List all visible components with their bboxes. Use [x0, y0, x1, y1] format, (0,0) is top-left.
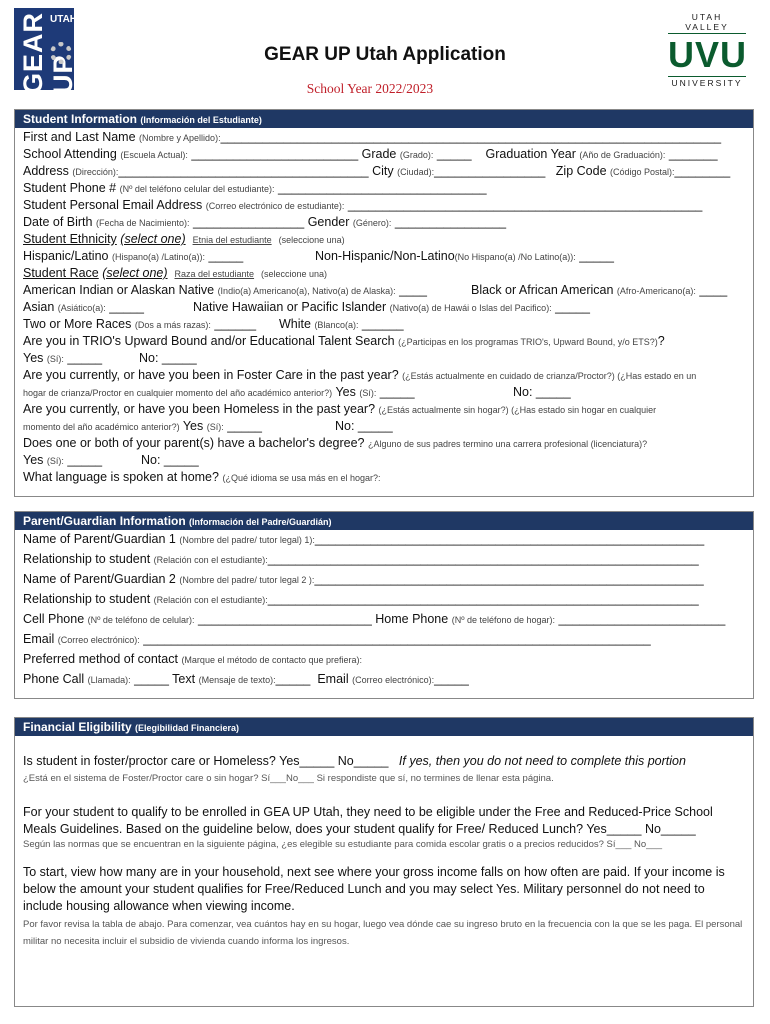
- lunch-qualify-question[interactable]: For your student to qualify to be enrolled in GEA UP Utah, they need to be eligible under the Free and Reduced-Price School Meals Guidelines. Based on the guideline below, does your student qualify for Free/ Reduced Lunch? Yes_____ No_____: [23, 805, 713, 836]
- income-instructions: To start, view how many are in your household, next see where your gross income falls on how often are paid. If your income is below the amount your student qualifies for Free/Reduced Lunch and you may select Yes. Military personnel do not need to include housing allowance when viewing income.: [23, 865, 725, 913]
- language-field[interactable]: What language is spoken at home? (¿Qué idioma se usa más en el hogar?:: [23, 470, 381, 484]
- student-section: [14, 109, 754, 497]
- foster-answer[interactable]: hogar de crianza/Proctor en cualquier momento del año académico anterior?) Yes (Sí): _____ No: _____: [23, 385, 571, 399]
- income-instructions-es: Por favor revisa la tabla de abajo. Para comenzar, vea cuántos hay en su hogar, luego vea dónde cae su ingreso bruto en la frecuencia con la que se les paga. El personal militar no necesita incluir el subsidio de vivienda cuando informa los ingresos.: [23, 919, 743, 947]
- ethnicity-label: Student Ethnicity (select one) Etnia del estudiante (seleccione una): [23, 232, 345, 246]
- race-row-2[interactable]: Asian (Asiático(a): _____ Native Hawaiian or Pacific Islander (Nativo(a) de Hawái o Islas del Pacifico): _____: [23, 300, 590, 314]
- preferred-contact-options[interactable]: Phone Call (Llamada): _____ Text (Mensaje de texto):_____ Email (Correo electrónico):_____: [23, 672, 469, 686]
- page-title: GEAR UP Utah Application: [264, 44, 506, 65]
- student-section-header: Student Information (Información del Estudiante): [15, 110, 753, 128]
- preferred-contact-label: Preferred method of contact (Marque el método de contacto que prefiera):: [23, 652, 363, 666]
- uvu-logo-bottom: UNIVERSITY: [671, 78, 743, 88]
- trio-answer[interactable]: Yes (Sí): _____ No: _____: [23, 351, 197, 365]
- uvu-logo-mid: UVU: [668, 34, 748, 75]
- parent-email-field[interactable]: Email (Correo electrónico): _________________________________________________________________________: [23, 632, 651, 646]
- uvu-logo-top: UTAH VALLEY: [685, 12, 729, 32]
- financial-section-header: Financial Eligibility (Elegibilidad Financiera): [15, 718, 753, 736]
- financial-section: [14, 717, 754, 1007]
- foster-question: Are you currently, or have you been in Foster Care in the past year? (¿Estás actualmente en cuidado de crianza/Proctor?) (¿Has estado en un: [23, 368, 697, 382]
- race-row-3[interactable]: Two or More Races (Dos a más razas): ______ White (Blanco(a): ______: [23, 317, 404, 331]
- homeless-answer[interactable]: momento del año académico anterior?) Yes (Sí): _____ No: _____: [23, 419, 393, 433]
- trio-question: Are you in TRIO's Upward Bound and/or Educational Talent Search (¿Participas en los programas TRIO's, Upward Bound, y/o ETS?)?: [23, 334, 665, 348]
- foster-homeless-question[interactable]: Is student in foster/proctor care or Homeless? Yes_____ No_____ If yes, then you do not need to complete this portion: [23, 754, 686, 768]
- bachelor-answer[interactable]: Yes (Sí): _____ No: _____: [23, 453, 199, 467]
- parent1-relationship-field[interactable]: Relationship to student (Relación con el estudiante):______________________________________________________________: [23, 552, 699, 566]
- parent1-name-field[interactable]: Name of Parent/Guardian 1 (Nombre del padre/ tutor legal) 1):________________________________________________________: [23, 532, 705, 546]
- foster-homeless-question-es: ¿Está en el sistema de Foster/Proctor care o sin hogar? Sí___No___ Si respondiste que sí, no termines de llenar esta página.: [23, 773, 554, 784]
- bachelor-question: Does one or both of your parent(s) have a bachelor's degree? ¿Alguno de sus padres termino una carrera profesional (licenciatura)?: [23, 436, 648, 450]
- race-label: Student Race (select one) Raza del estudiante (seleccione una): [23, 266, 328, 280]
- page-subtitle: School Year 2022/2023: [306, 81, 434, 96]
- school-row[interactable]: School Attending (Escuela Actual): ________________________ Grade (Grado): _____ Graduation Year (Año de Graduación): _______: [23, 147, 718, 161]
- student-email-field[interactable]: Student Personal Email Address (Correo electrónico de estudiante): ___________________________________________________: [23, 198, 703, 212]
- address-row[interactable]: Address (Dirección):____________________________________ City (Ciudad):________________ Zip Code (Código Postal):________: [23, 164, 731, 178]
- parent2-relationship-field[interactable]: Relationship to student (Relación con el estudiante):______________________________________________________________: [23, 592, 699, 606]
- ethnicity-options[interactable]: Hispanic/Latino (Hispano(a) /Latino(a)): _____ Non-Hispanic/Non-Latino(No Hispano(a) /No Latino(a)): _____: [23, 249, 614, 263]
- race-row-1[interactable]: American Indian or Alaskan Native (Indio(a) Americano(a), Nativo(a) de Alaska): ____ Black or African American (Afro-Americano(a): ____: [23, 283, 728, 297]
- parent-phones-row[interactable]: Cell Phone (Nº de teléfono de celular): _________________________ Home Phone (Nº de teléfono de hogar): ________________________: [23, 612, 726, 626]
- name-field[interactable]: First and Last Name (Nombre y Apellido):________________________________________________________________________: [23, 130, 722, 144]
- parent-section: [14, 511, 754, 699]
- logo-left-text: GEAR UP: [18, 12, 78, 95]
- parent2-name-field[interactable]: Name of Parent/Guardian 2 (Nombre del padre/ tutor legal 2 ):________________________________________________________: [23, 572, 704, 586]
- homeless-question: Are you currently, or have you been Homeless in the past year? (¿Estás actualmente sin hogar?) (¿Has estado sin hogar en cualquier: [23, 402, 657, 416]
- lunch-qualify-question-es: Según las normas que se encuentran en la siguiente página, ¿es elegible su estudiante para comida escolar gratis o a precios reducidos? Sí___ No___: [23, 839, 663, 850]
- parent-section-header: Parent/Guardian Information (Información del Padre/Guardián): [15, 512, 753, 530]
- dob-gender-row[interactable]: Date of Birth (Fecha de Nacimiento): ________________ Gender (Género): ________________: [23, 215, 507, 229]
- student-phone-field[interactable]: Student Phone # (Nº del teléfono celular del estudiante): ______________________________: [23, 181, 487, 195]
- logo-left-small: UTAH: [50, 14, 78, 25]
